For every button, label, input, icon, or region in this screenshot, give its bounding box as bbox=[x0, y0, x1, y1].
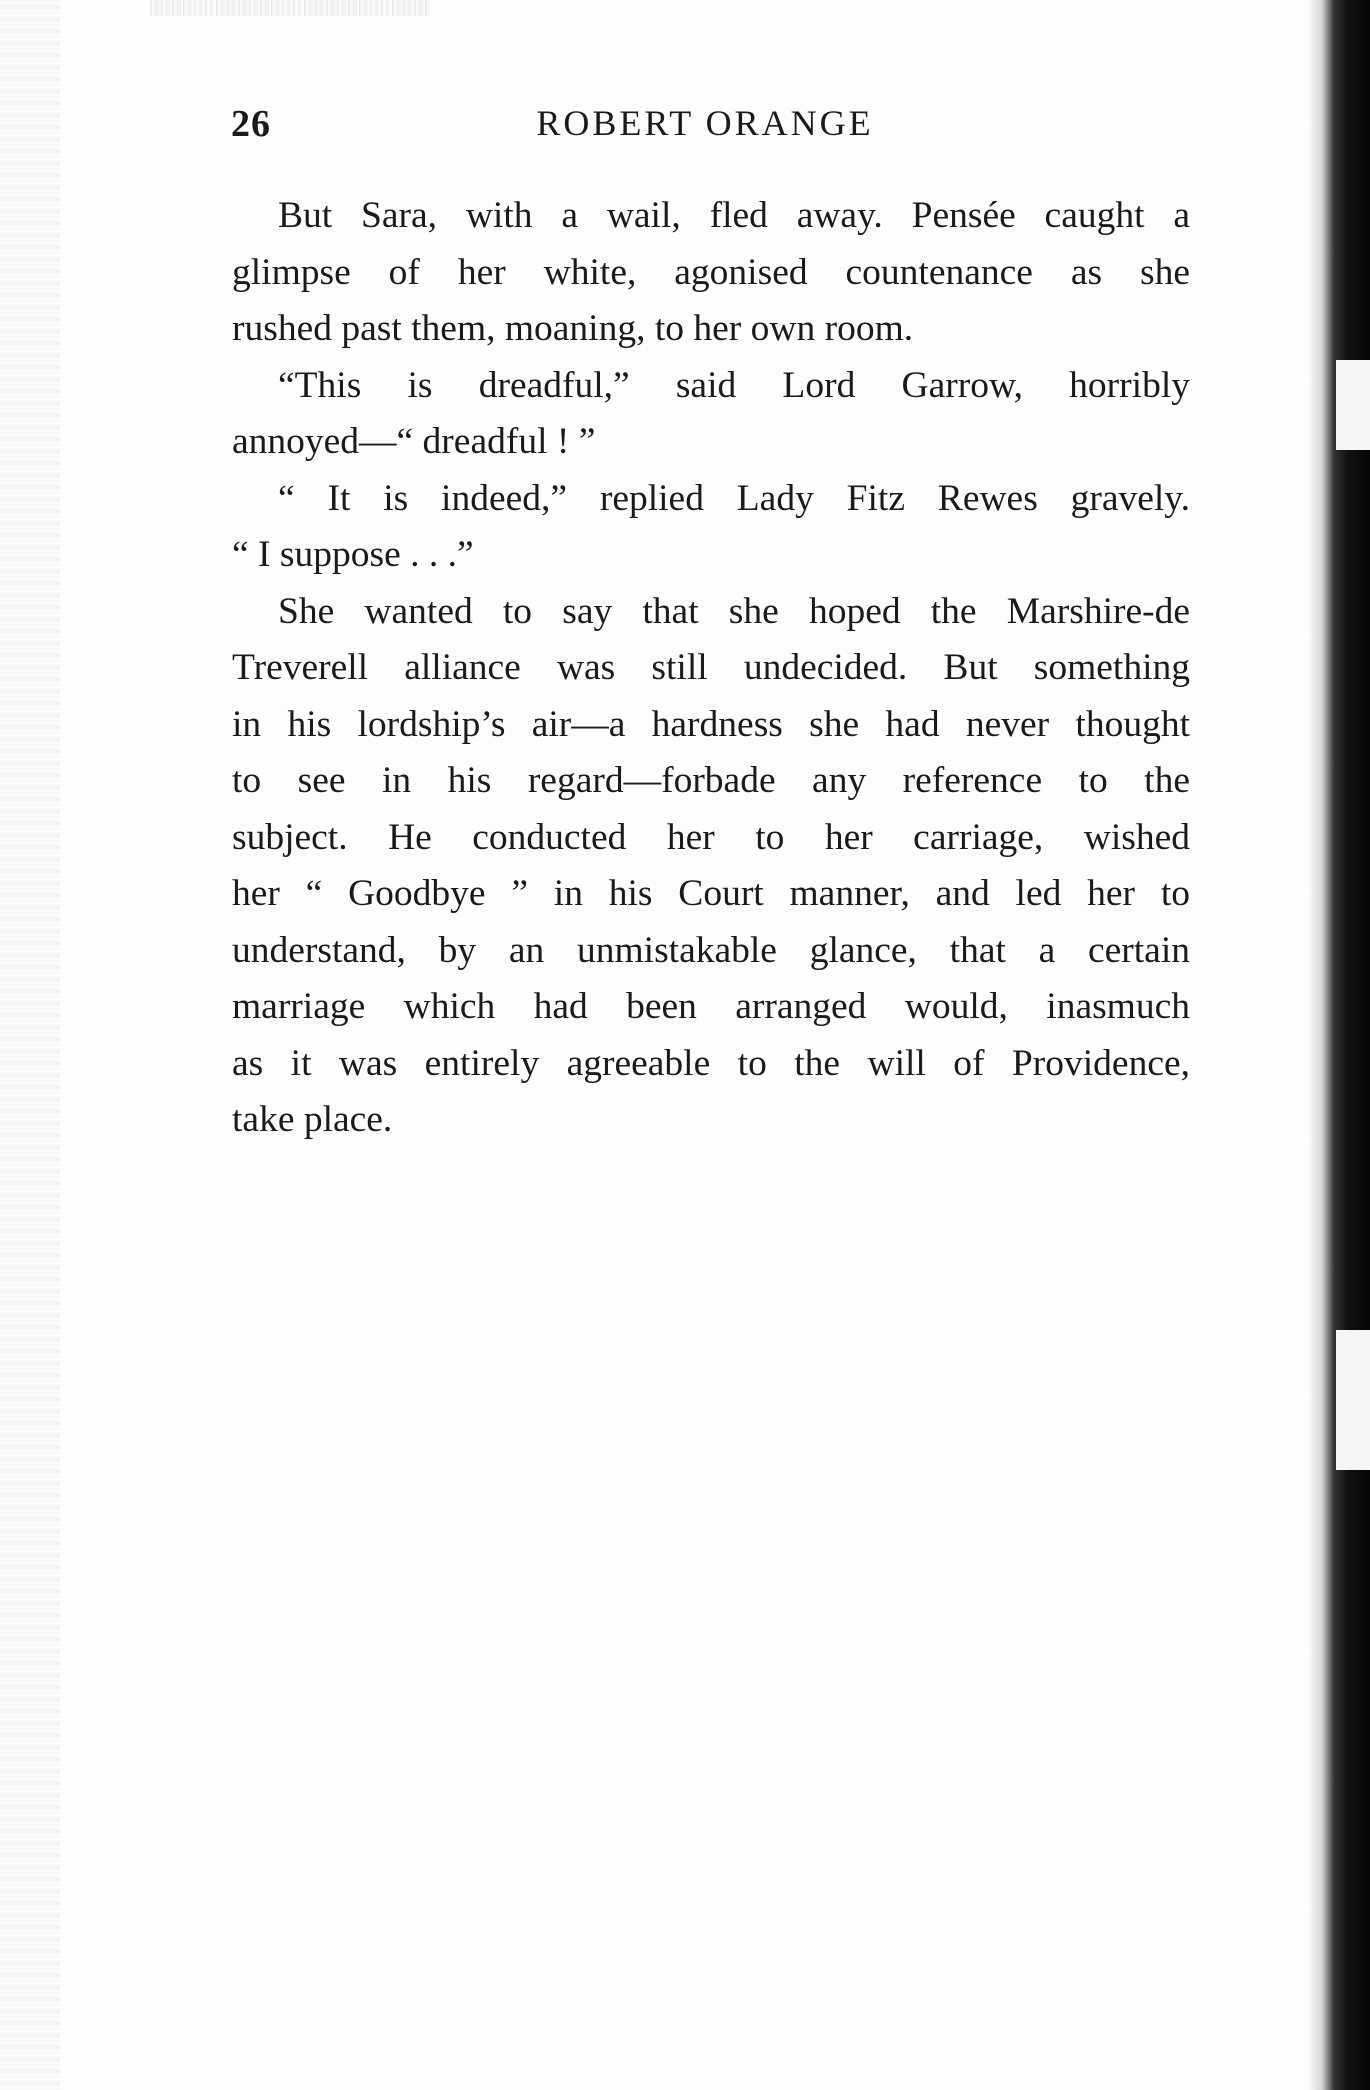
text-line: “This is dreadful,” said Lord Garrow, horribly bbox=[278, 364, 1190, 406]
scan-binding-edge bbox=[1308, 0, 1370, 2090]
scan-edge-gap bbox=[1336, 1330, 1370, 1470]
text-line: rushed past them, moaning, to her own room. bbox=[232, 308, 914, 349]
text-line: But Sara, with a wail, fled away. Pensée caught a bbox=[278, 195, 1190, 236]
text-line: Treverell alliance was still undecided. But something bbox=[232, 647, 1190, 688]
text-line: marriage which had been arranged would, inasmuch bbox=[232, 986, 1190, 1027]
scan-edge-gap bbox=[1336, 360, 1370, 450]
text-line: subject. He conducted her to her carriage, wished bbox=[232, 816, 1190, 858]
text-line: her “ Goodbye ” in his Court manner, and led her to bbox=[232, 873, 1190, 914]
body-text bbox=[232, 188, 1190, 1149]
page-number: 26 bbox=[231, 103, 271, 145]
text-line: She wanted to say that she hoped the Marshire-de bbox=[278, 590, 1190, 632]
text-line: understand, by an unmistakable glance, that a certain bbox=[232, 929, 1190, 971]
text-line: “ It is indeed,” replied Lady Fitz Rewes gravely. bbox=[278, 477, 1190, 519]
scan-top-noise bbox=[150, 0, 430, 16]
text-line: glimpse of her white, agonised countenance as she bbox=[232, 251, 1190, 293]
text-line: take place. bbox=[232, 1099, 393, 1140]
running-head bbox=[225, 100, 1185, 150]
text-line: as it was entirely agreeable to the will of Providence, bbox=[232, 1042, 1190, 1084]
text-line: to see in his regard—forbade any reference to the bbox=[232, 760, 1190, 801]
text-line: in his lordship’s air—a hardness she had never thought bbox=[232, 703, 1190, 745]
book-title: ROBERT ORANGE bbox=[536, 103, 874, 143]
text-line: “ I suppose . . .” bbox=[232, 534, 474, 575]
text-line: annoyed—“ dreadful ! ” bbox=[232, 421, 596, 462]
scan-left-edge bbox=[0, 0, 60, 2090]
